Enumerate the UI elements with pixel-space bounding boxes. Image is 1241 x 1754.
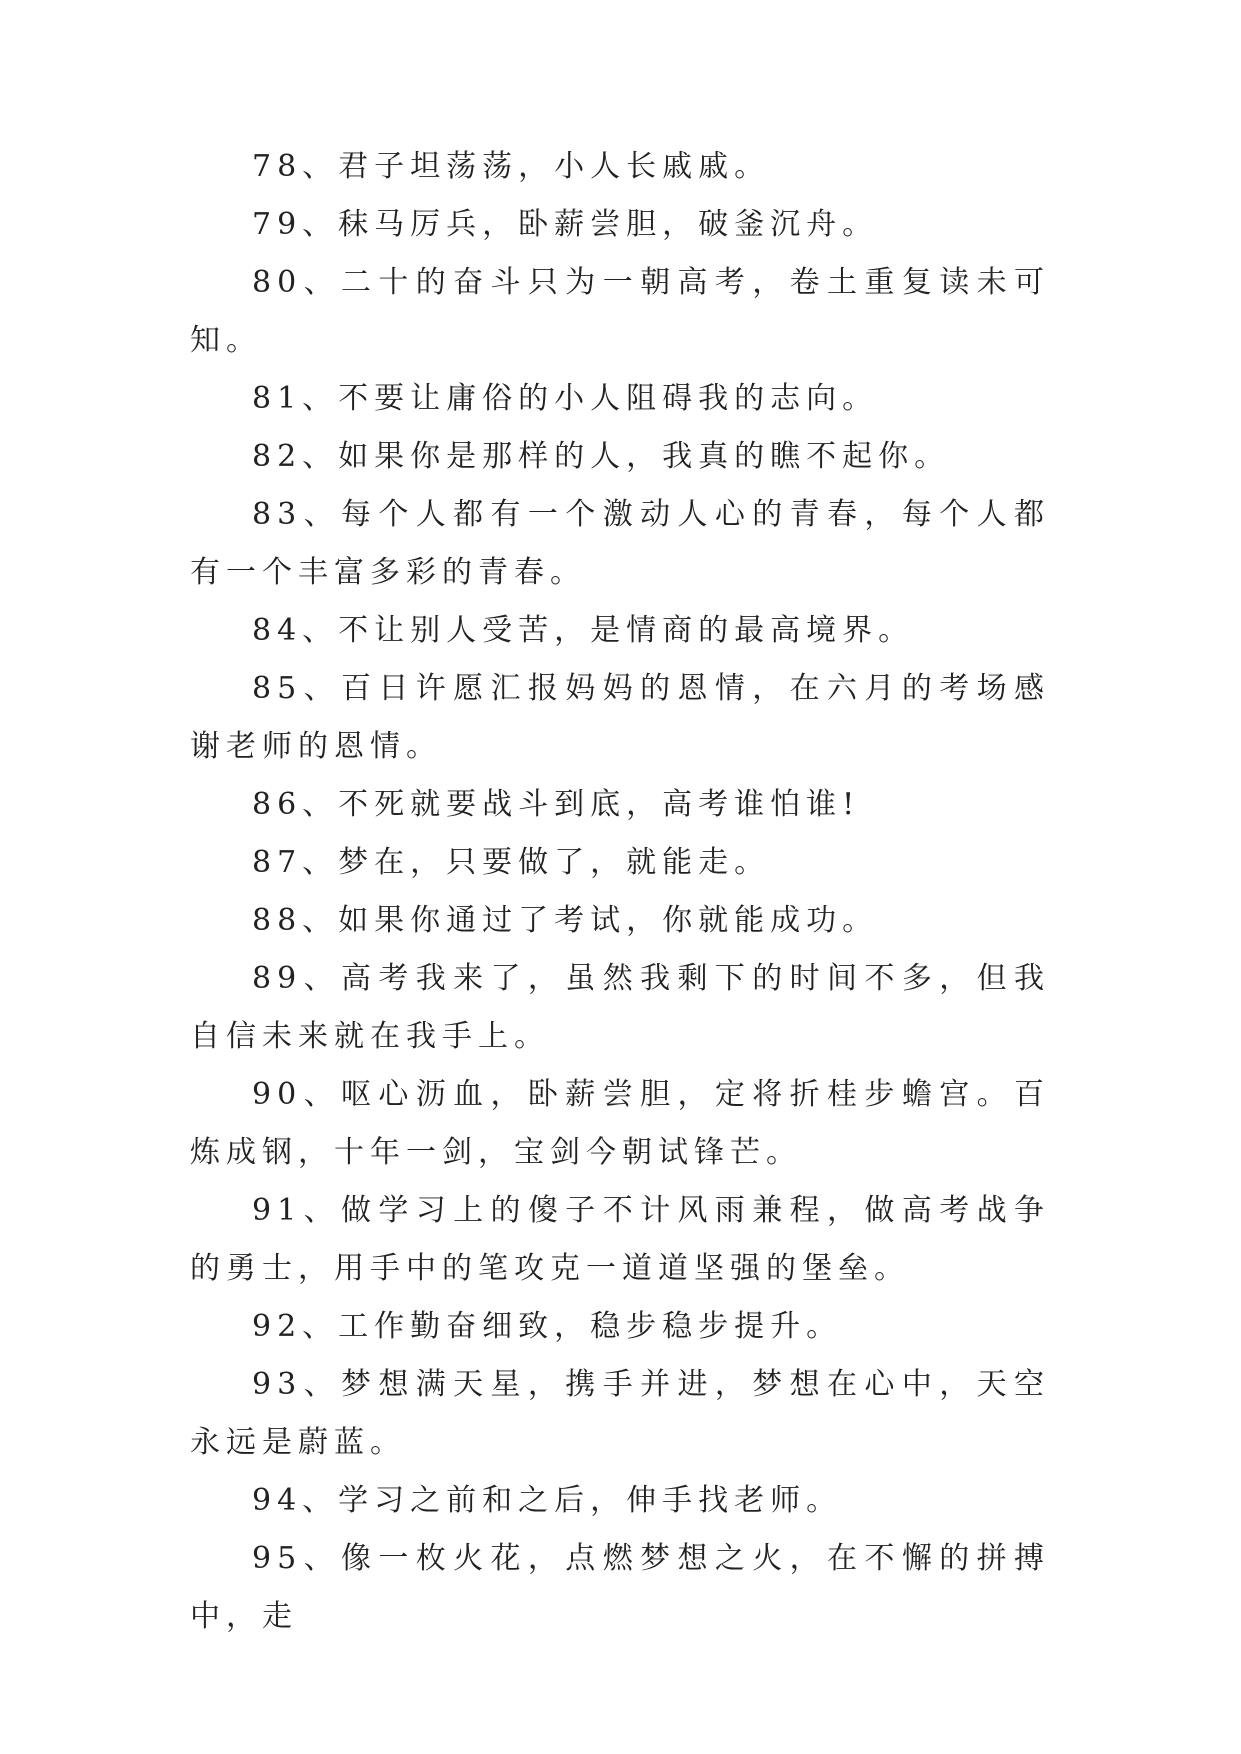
paragraph-85: 85、百日许愿汇报妈妈的恩情，在六月的考场感谢老师的恩情。 xyxy=(190,671,1050,764)
paragraph-79: 79、秣马厉兵，卧薪尝胆，破釜沉舟。 xyxy=(252,207,879,242)
paragraph-87: 87、梦在，只要做了，就能走。 xyxy=(252,845,771,880)
paragraph-90: 90、呕心沥血，卧薪尝胆，定将折桂步蟾宫。百炼成钢，十年一剑，宝剑今朝试锋芒。 xyxy=(190,1077,1050,1170)
paragraph-78: 78、君子坦荡荡，小人长戚戚。 xyxy=(252,149,771,184)
paragraph-89: 89、高考我来了，虽然我剩下的时间不多，但我自信未来就在我手上。 xyxy=(190,961,1050,1054)
document-body xyxy=(190,138,1050,1646)
paragraph-81: 81、不要让庸俗的小人阻碍我的志向。 xyxy=(252,381,879,416)
paragraph-95: 95、像一枚火花，点燃梦想之火，在不懈的拼搏中，走 xyxy=(190,1541,1050,1634)
paragraph-88: 88、如果你通过了考试，你就能成功。 xyxy=(252,903,879,938)
paragraph-91: 91、做学习上的傻子不计风雨兼程，做高考战争的勇士，用手中的笔攻克一道道坚强的堡垒。 xyxy=(190,1193,1050,1286)
paragraph-83: 83、每个人都有一个激动人心的青春，每个人都有一个丰富多彩的青春。 xyxy=(190,497,1050,590)
paragraph-82: 82、如果你是那样的人，我真的瞧不起你。 xyxy=(252,439,951,474)
paragraph-92: 92、工作勤奋细致，稳步稳步提升。 xyxy=(252,1309,843,1344)
paragraph-86: 86、不死就要战斗到底，高考谁怕谁! xyxy=(252,787,861,822)
paragraph-93: 93、梦想满天星，携手并进，梦想在心中，天空永远是蔚蓝。 xyxy=(190,1367,1050,1460)
paragraph-84: 84、不让别人受苦，是情商的最高境界。 xyxy=(252,613,915,648)
paragraph-94: 94、学习之前和之后，伸手找老师。 xyxy=(252,1483,843,1518)
paragraph-80: 80、二十的奋斗只为一朝高考，卷土重复读未可知。 xyxy=(190,265,1050,358)
